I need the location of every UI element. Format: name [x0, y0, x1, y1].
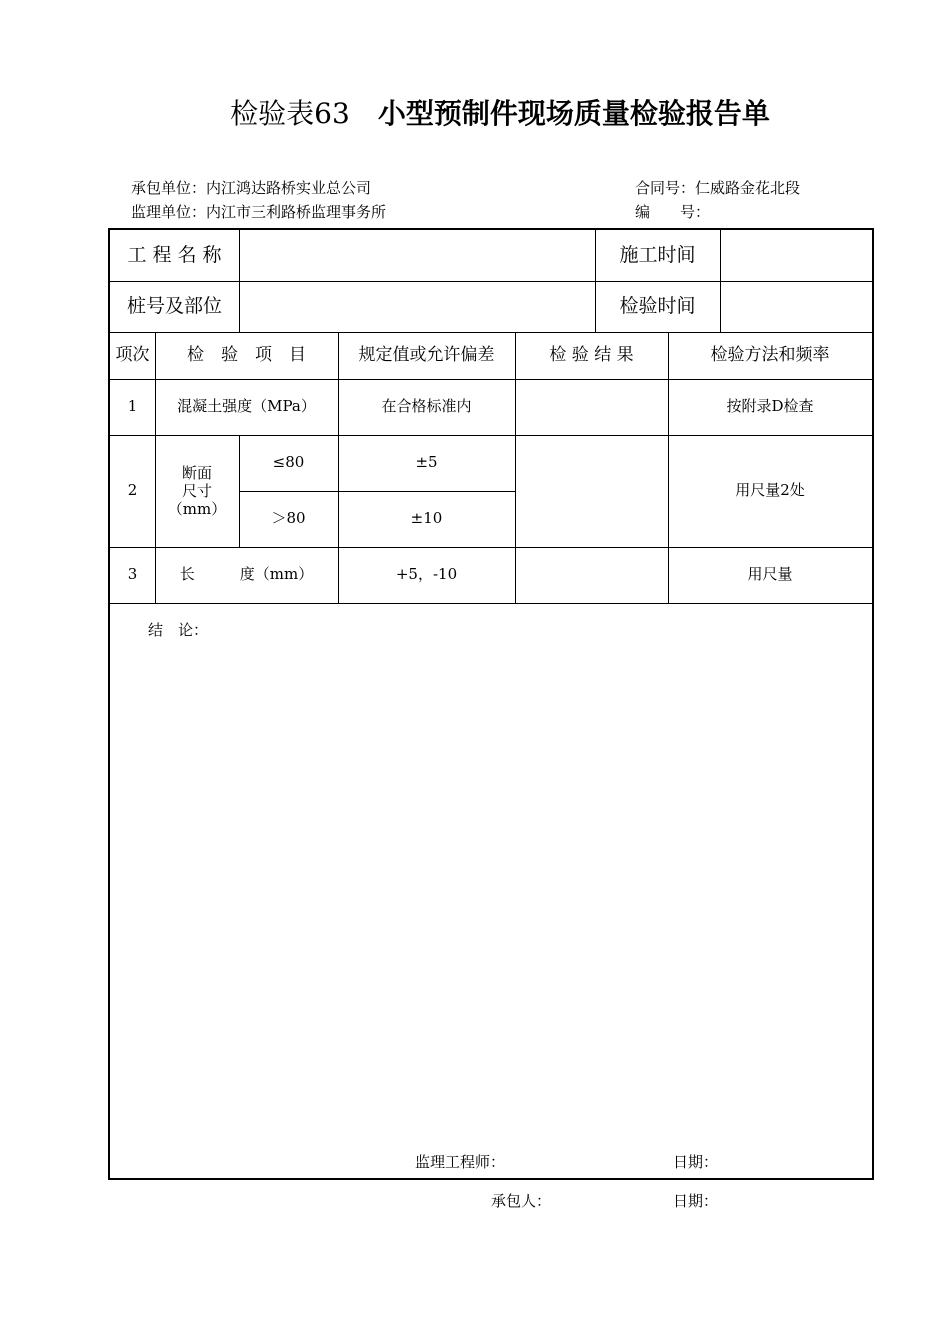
contractor-date-label: 日期：: [673, 1192, 719, 1210]
row3-method: 用尺量: [747, 565, 793, 584]
row3-item: 长 度（mm）: [179, 565, 314, 584]
row2-spec2: ±10: [410, 509, 443, 528]
project-name-value[interactable]: [239, 230, 595, 281]
station-label: 桩号及部位: [126, 294, 222, 317]
col-header-method: 检验方法和频率: [710, 344, 830, 365]
contractor-unit: 承包单位：内江鸿达路桥实业总公司: [131, 179, 372, 197]
col-header-spec: 规定值或允许偏差: [358, 344, 495, 365]
conclusion-label: 结 论：: [148, 621, 209, 639]
row2-item: 断面 尺寸 （mm）: [167, 464, 227, 518]
row2-sub2: ＞80: [271, 509, 306, 528]
row-divider: [110, 603, 872, 604]
col-header-item: 检 验 项 目: [187, 344, 306, 365]
form-name: 小型预制件现场质量检验报告单: [377, 97, 770, 130]
engineer-signature-label: 监理工程师：: [415, 1153, 506, 1171]
document-title: [0, 92, 950, 132]
row2-spec1: ±5: [415, 453, 438, 472]
row3-index: 3: [127, 565, 138, 584]
row1-result[interactable]: [515, 379, 668, 435]
contractor-signature-label: 承包人：: [491, 1192, 552, 1210]
serial-number: 编 号：: [635, 203, 711, 221]
project-name-label: 工 程 名 称: [127, 243, 222, 266]
row3-spec: +5，-10: [395, 565, 458, 584]
col-header-result: 检 验 结 果: [549, 344, 634, 365]
inspection-time-label: 检验时间: [619, 294, 696, 317]
construction-time-label: 施工时间: [619, 243, 696, 266]
row2-sub1: ≤80: [272, 453, 305, 472]
engineer-date-label: 日期：: [673, 1153, 719, 1171]
contract-number: 合同号：仁威路金花北段: [635, 179, 801, 197]
row1-spec: 在合格标准内: [381, 397, 472, 416]
row1-item: 混凝土强度（MPa）: [177, 397, 316, 416]
row3-result[interactable]: [515, 547, 668, 603]
form-code: 检验表63: [230, 97, 350, 130]
station-value[interactable]: [239, 281, 595, 332]
col-header-index: 项次: [115, 344, 150, 365]
row2-result[interactable]: [515, 435, 668, 547]
construction-time-value[interactable]: [720, 230, 872, 281]
inspection-time-value[interactable]: [720, 281, 872, 332]
row1-method: 按附录D检查: [726, 397, 814, 416]
row2-index: 2: [127, 481, 138, 500]
row2-method: 用尺量2处: [735, 481, 805, 500]
supervisor-unit: 监理单位：内江市三利路桥监理事务所: [131, 203, 387, 221]
inspection-table: [108, 228, 874, 1180]
row1-index: 1: [127, 397, 138, 416]
